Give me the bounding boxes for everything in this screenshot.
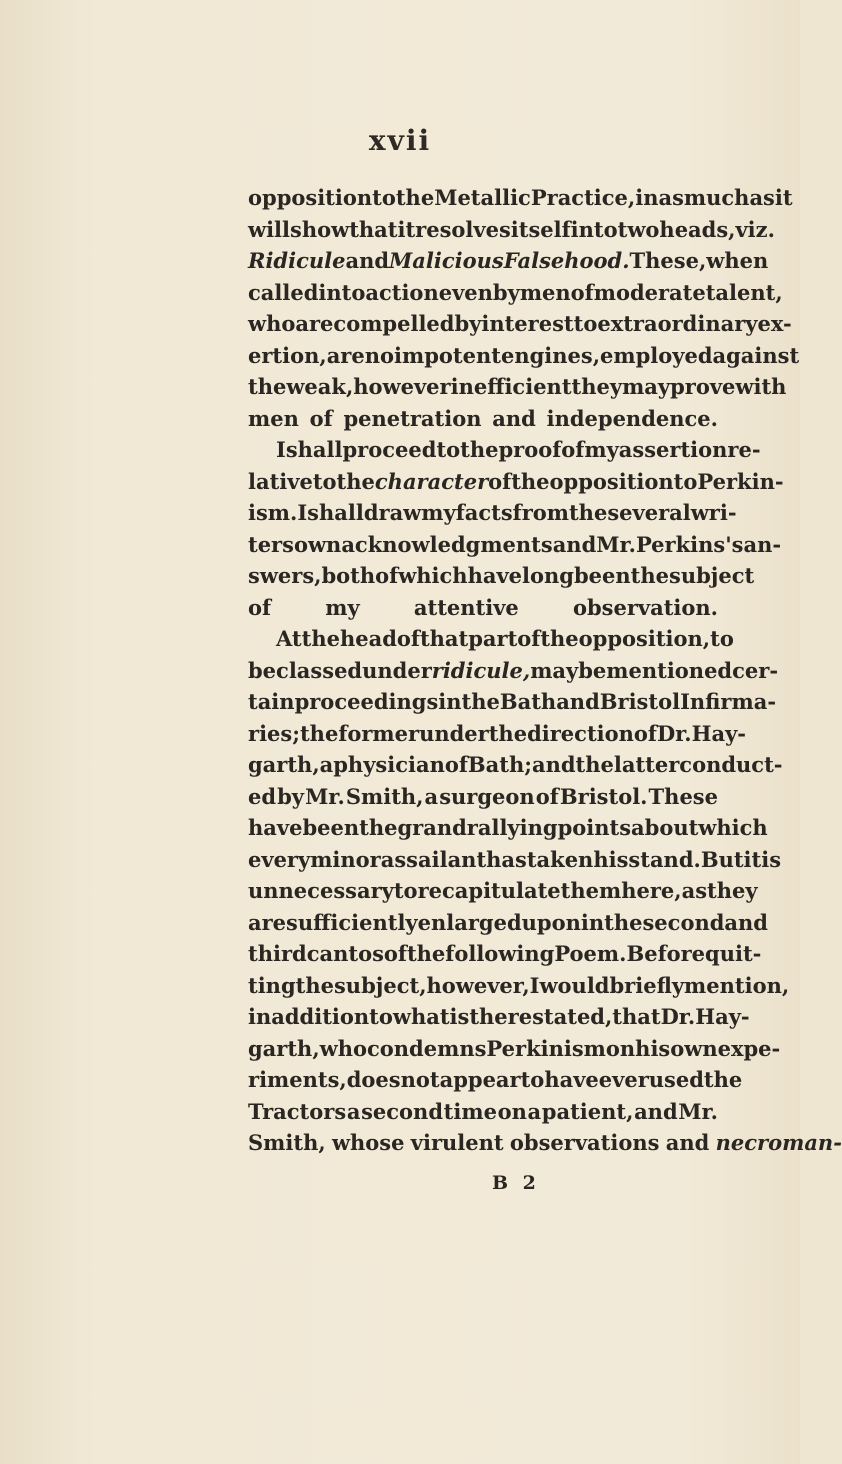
text-line: be classed under ridicule, may be mentioned cer- — [248, 657, 779, 683]
text-line: ism. I shall draw my facts from the several wri- — [248, 500, 737, 525]
page-number: xvii — [368, 124, 432, 157]
text-line: unnecessary to recapitulate them here, as they — [248, 878, 758, 903]
text-line: called into action even by men of moderate talent, — [248, 279, 783, 305]
text-line: garth, a physician of Bath; and the latter conduct- — [248, 752, 783, 777]
text-line: will show that it resolves itself into two heads, viz. — [248, 216, 775, 242]
text-line: Tractors a second time on a patient, and Mr. — [248, 1098, 718, 1124]
text-line: third cantos of the following Poem. Before quit- — [248, 941, 762, 966]
text-line: ting the subject, however, I would briefly mention, — [248, 972, 790, 998]
text-line: opposition to the Metallic Practice, inasmuch as it — [248, 185, 793, 210]
text-line: swers, both of which have long been the subject — [248, 563, 755, 588]
text-line: Ridicule and Malicious Falsehood. These, when — [248, 248, 769, 273]
text-line: tain proceedings in the Bath and Bristol Infirma- — [248, 689, 777, 714]
text-line: At the head of that part of the opposition, to — [276, 626, 734, 651]
text-line: have been the grand rallying points about which — [248, 815, 768, 840]
body-text — [248, 182, 842, 1159]
text-line: are sufficiently enlarged upon in the second and — [248, 909, 768, 935]
text-line: every minor assailant has taken his stand. But it is — [248, 846, 782, 872]
text-line: riments, does not appear to have ever used the — [248, 1067, 743, 1092]
signature-mark: B 2 — [492, 1172, 540, 1194]
text-line: in addition to what is there stated, that Dr. Hay- — [248, 1004, 750, 1029]
text-line: ters own acknowledgments and Mr. Perkins's an- — [248, 531, 782, 557]
text-line: men of penetration and independence. — [248, 405, 718, 431]
text-line: of my attentive observation. — [248, 594, 718, 620]
text-line: ed by Mr. Smith, a surgeon of Bristol. These — [248, 783, 718, 809]
text-line: garth, who condemns Perkinism on his own expe- — [248, 1035, 781, 1061]
text-line: lative to the character of the opposition to Perkin- — [248, 468, 784, 494]
text-line: I shall proceed to the proof of my assertion re- — [276, 437, 761, 462]
text-line: ries; the former under the direction of Dr. Hay- — [248, 720, 746, 746]
text-line: Smith, whose virulent observations and necroman- — [248, 1130, 842, 1155]
text-line: ertion, are no impotent engines, employed against — [248, 342, 800, 368]
text-line: who are compelled by interest to extraordinary ex- — [248, 311, 792, 336]
text-line: the weak, however inefficient they may prove with — [248, 374, 787, 399]
